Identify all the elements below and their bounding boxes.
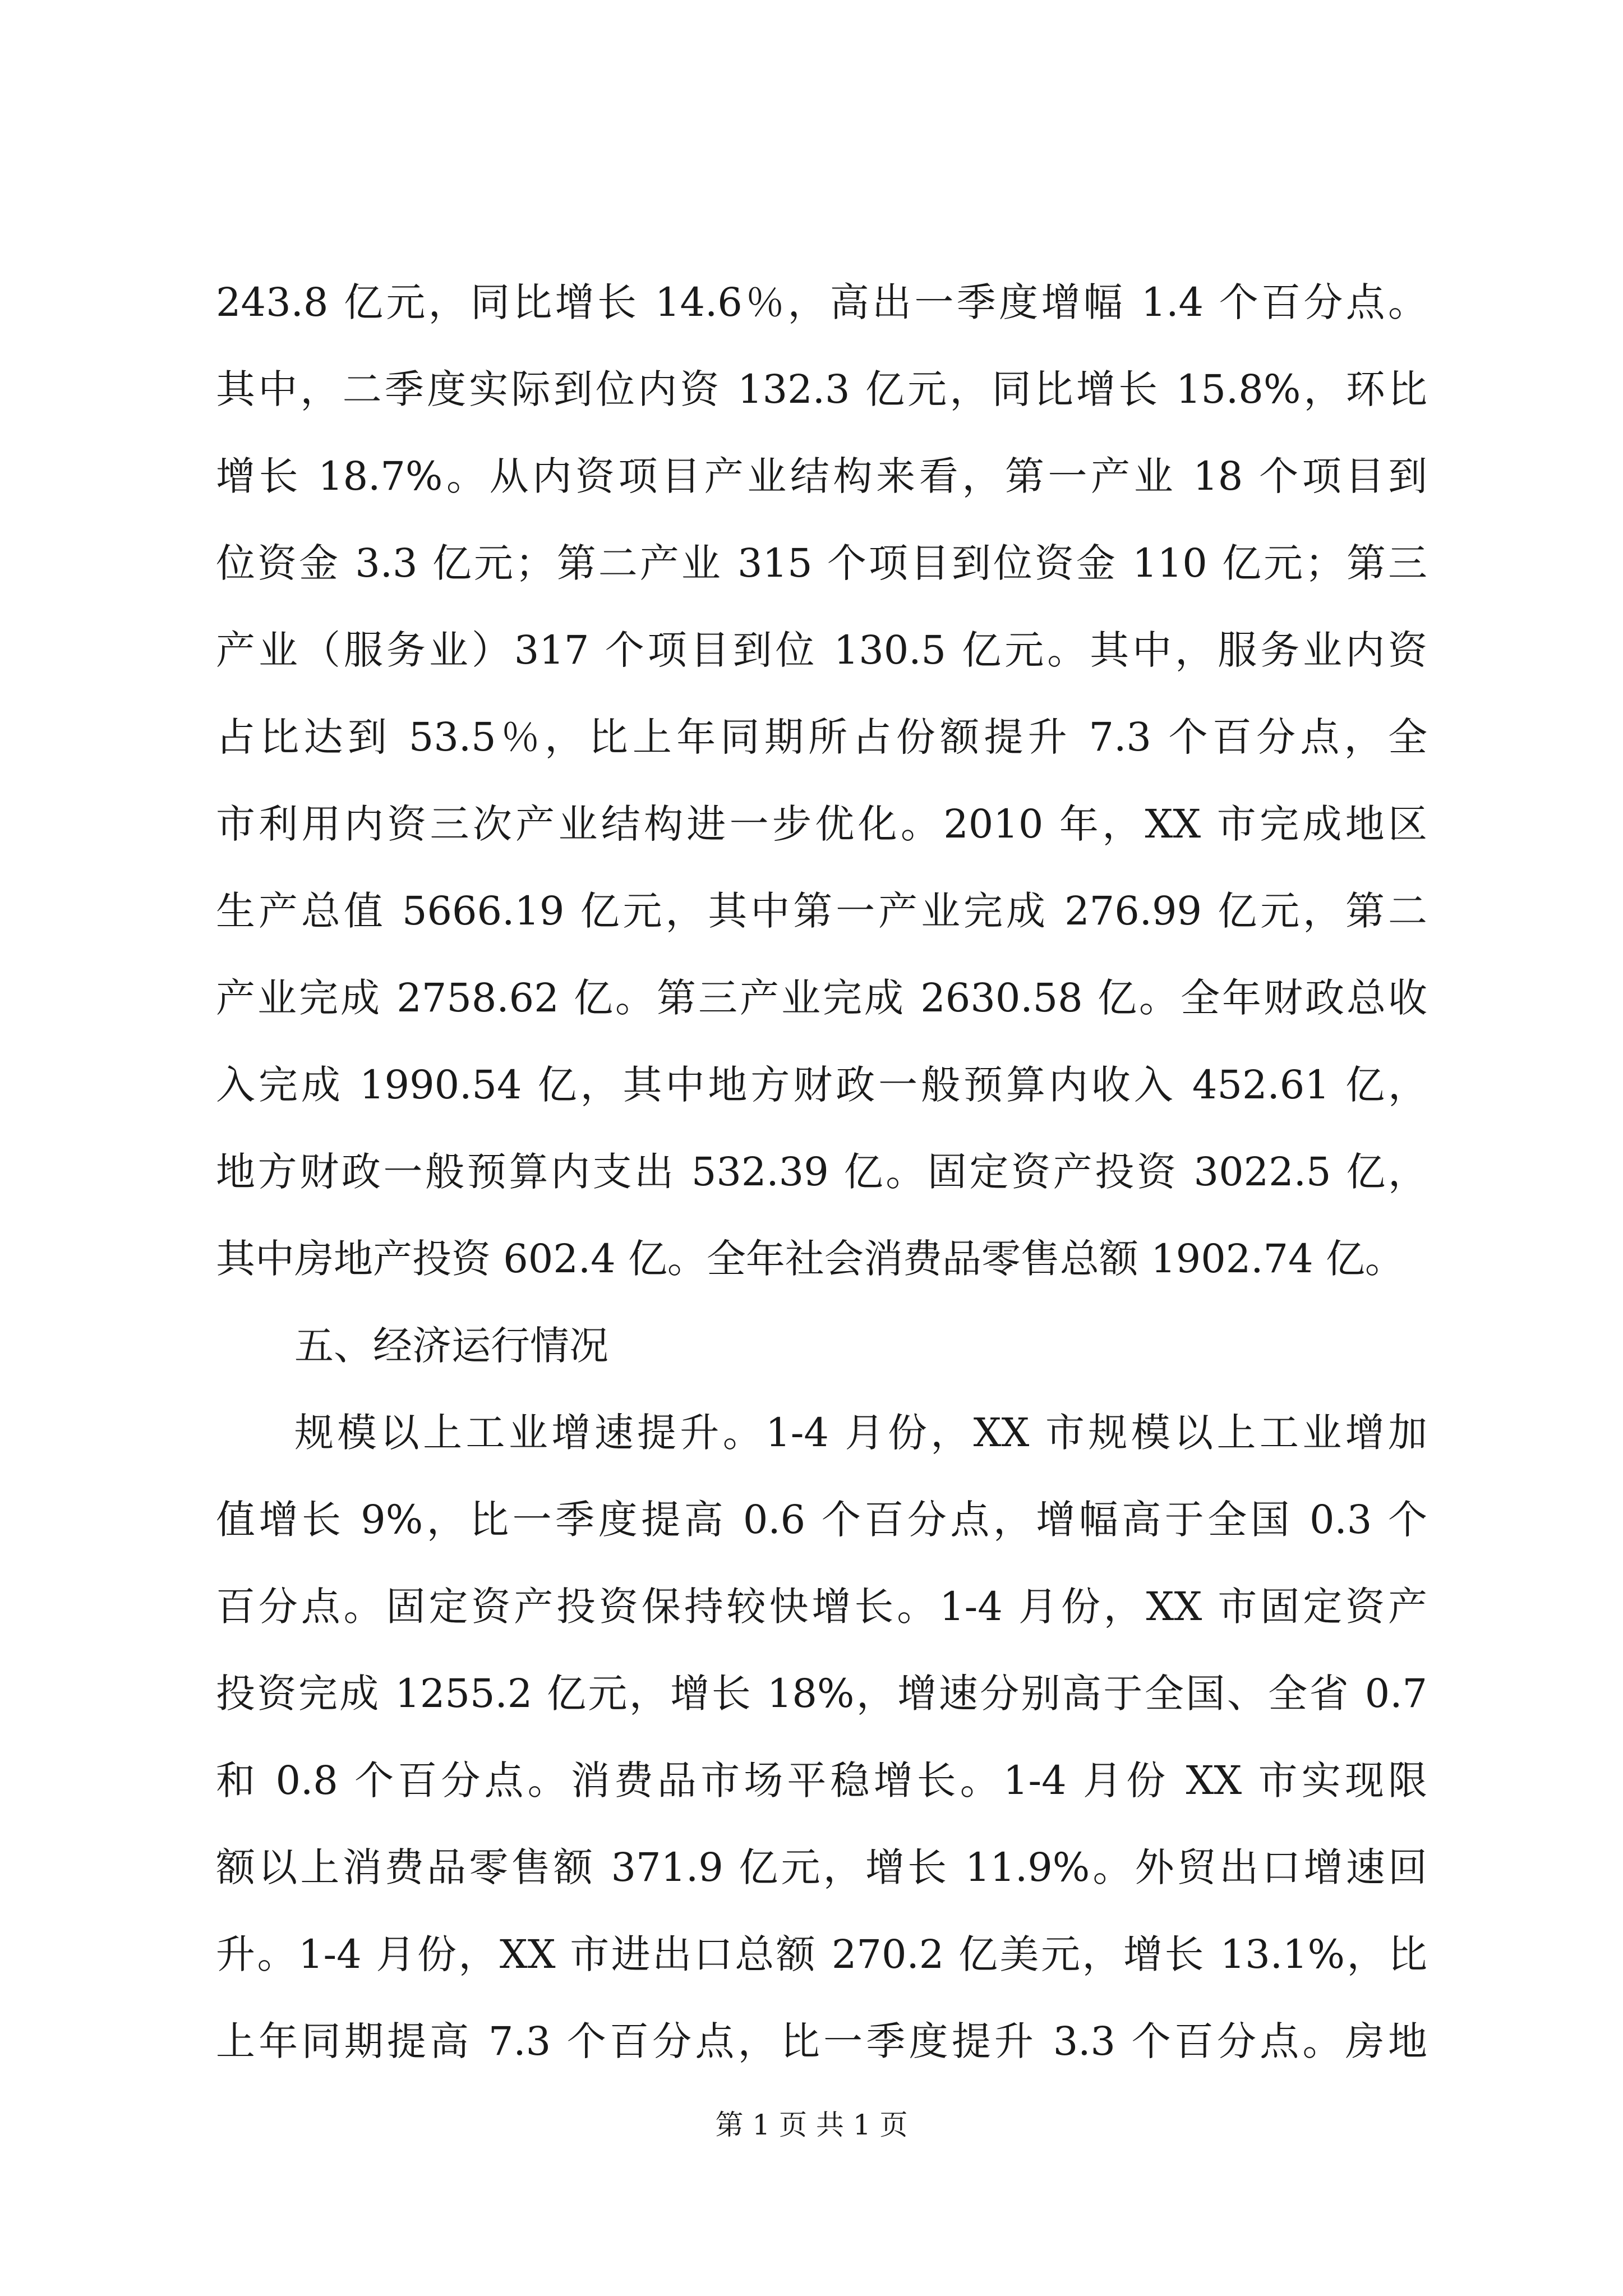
- paragraph-economic-operation: [216, 1389, 1427, 2085]
- text-line: 其中房地产投资 602.4 亿。全年社会消费品零售总额 1902.74 亿。: [216, 1236, 1404, 1282]
- text-line: 243.8 亿元，同比增长 14.6％，高出一季度增幅 1.4 个百分点。: [216, 279, 1427, 325]
- text-line: 生产总值 5666.19 亿元，其中第一产业完成 276.99 亿元，第二: [216, 888, 1427, 934]
- text-line: 产业完成 2758.62 亿。第三产业完成 2630.58 亿。全年财政总收: [216, 975, 1427, 1021]
- text-line: 上年同期提高 7.3 个百分点，比一季度提升 3.3 个百分点。房地: [216, 2018, 1427, 2064]
- text-line: 百分点。固定资产投资保持较快增长。1-4 月份，XX 市固定资产: [216, 1584, 1427, 1630]
- text-line: 占比达到 53.5％，比上年同期所占份额提升 7.3 个百分点，全: [216, 714, 1427, 760]
- paragraph-economic-data: [216, 259, 1427, 1303]
- text-line: 位资金 3.3 亿元；第二产业 315 个项目到位资金 110 亿元；第三: [216, 540, 1427, 586]
- document-body: [216, 259, 1427, 2085]
- page-footer: 第 1 页 共 1 页: [715, 2109, 908, 2141]
- text-line: 和 0.8 个百分点。消费品市场平稳增长。1-4 月份 XX 市实现限: [216, 1757, 1427, 1803]
- text-line: 市利用内资三次产业结构进一步优化。2010 年，XX 市完成地区: [216, 801, 1427, 847]
- section-heading: 五、经济运行情况: [294, 1323, 608, 1369]
- text-line: 升。1-4 月份，XX 市进出口总额 270.2 亿美元，增长 13.1%，比: [216, 1931, 1427, 1977]
- text-line: 产业（服务业）317 个项目到位 130.5 亿元。其中，服务业内资: [216, 627, 1427, 673]
- text-line: 地方财政一般预算内支出 532.39 亿。固定资产投资 3022.5 亿，: [216, 1149, 1427, 1195]
- text-line: 规模以上工业增速提升。1-4 月份，XX 市规模以上工业增加: [294, 1410, 1427, 1456]
- text-line: 增长 18.7%。从内资项目产业结构来看，第一产业 18 个项目到: [216, 453, 1427, 499]
- text-line: 额以上消费品零售额 371.9 亿元，增长 11.9%。外贸出口增速回: [216, 1844, 1427, 1890]
- text-line: 投资完成 1255.2 亿元，增长 18%，增速分别高于全国、全省 0.7: [216, 1671, 1427, 1717]
- text-line: 其中，二季度实际到位内资 132.3 亿元，同比增长 15.8%，环比: [216, 366, 1427, 412]
- text-line: 入完成 1990.54 亿，其中地方财政一般预算内收入 452.61 亿，: [216, 1062, 1427, 1108]
- text-line: 值增长 9%，比一季度提高 0.6 个百分点，增幅高于全国 0.3 个: [216, 1497, 1427, 1543]
